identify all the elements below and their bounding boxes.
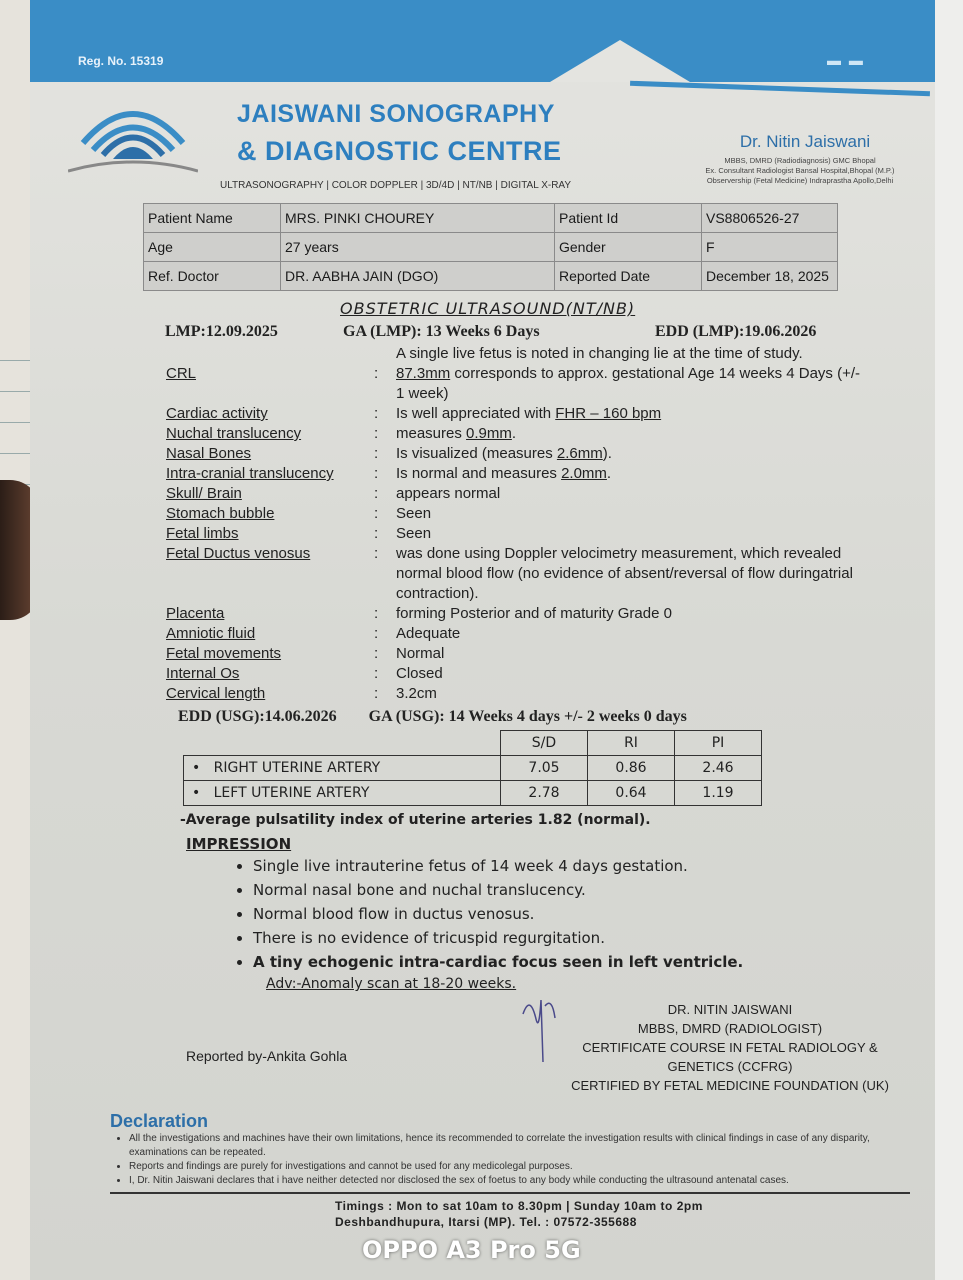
table-row [144, 204, 838, 233]
reported-by: Reported by-Ankita Gohla [186, 1048, 348, 1064]
credential-line: Ex. Consultant Radiologist Bansal Hospital,Bhopal (M.P.) [705, 166, 895, 175]
doctor-name: Dr. Nitin Jaiswani [739, 132, 871, 151]
doppler-table [183, 730, 762, 806]
declaration-item: • Reports and findings are purely for investigations and cannot be used for any medicolegal purposes. [129, 1160, 919, 1174]
colon-separator: : [374, 485, 379, 502]
finding-value [396, 464, 866, 484]
finding-text: Seen [396, 525, 432, 542]
declaration-item: • I, Dr. Nitin Jaiswani declares that i have neither detected nor disclosed the sex of foetus to any body while conducting the ultrasound antenatal cases. [129, 1174, 919, 1188]
report-body [30, 203, 935, 1264]
finding-row [166, 484, 866, 504]
colon-separator: : [374, 465, 379, 482]
colon-separator: : [374, 625, 379, 642]
header-notch [550, 40, 690, 82]
services-list: ULTRASONOGRAPHY | COLOR DOPPLER | 3D/4D | NT/NB | DIGITAL X-RAY [220, 180, 572, 191]
patient-info-table [143, 203, 838, 291]
finding-text: 3.2cm [396, 685, 437, 702]
finding-text: corresponds to approx. gestational Age 14 weeks 4 Days (+/- 1 week) [396, 365, 860, 402]
signoff-line: MBBS, DMRD (RADIOLOGIST) [637, 1021, 823, 1036]
address: Deshbandhupura, Itarsi (MP). Tel. : 07572-355688 [335, 1214, 637, 1229]
intro-row [166, 344, 866, 364]
ri-value: 0.86 [588, 756, 675, 781]
ga-usg: GA (USG): 14 Weeks 4 days +/- 2 weeks 0 days [368, 708, 687, 725]
finding-text: Seen [396, 505, 432, 522]
sonography-logo-icon [68, 95, 198, 175]
finding-row [166, 684, 866, 704]
finding-text: 2.6mm [556, 445, 603, 462]
finding-label: Amniotic fluid [166, 625, 256, 642]
finding-label: Placenta [166, 605, 225, 622]
intro-spacer [374, 344, 396, 364]
finding-row [166, 404, 866, 424]
finding-label: Fetal movements [166, 645, 282, 662]
finding-text: Adequate [396, 625, 461, 642]
finding-value [396, 684, 866, 704]
patient-id-label: Patient Id [555, 204, 702, 233]
credential-line: MBBS, DMRD (Radiodiagnosis) GMC Bhopal [724, 156, 876, 165]
advice: Adv:-Anomaly scan at 18-20 weeks. [266, 976, 517, 992]
finding-value [396, 504, 866, 524]
ref-doctor-value: DR. AABHA JAIN (DGO) [281, 262, 555, 291]
finding-value [396, 664, 866, 684]
finding-label: Cervical length [166, 685, 266, 702]
colon-separator: : [374, 405, 379, 422]
artery-label: LEFT UTERINE ARTERY [213, 785, 370, 801]
finding-text: . [511, 425, 517, 442]
edd-lmp: EDD (LMP):19.06.2026 [655, 323, 817, 340]
finding-value [396, 544, 866, 604]
dates-row [165, 320, 865, 344]
colon-separator: : [374, 645, 379, 662]
finding-text: Is normal and measures [396, 465, 562, 482]
signoff-line: DR. NITIN JAISWANI [667, 1002, 793, 1017]
finding-text: appears normal [396, 485, 501, 502]
header-band [30, 0, 935, 82]
finding-label: Intra-cranial translucency [166, 465, 334, 482]
finding-label: Nasal Bones [166, 445, 252, 462]
patient-id-value: VS8806526-27 [702, 204, 838, 233]
finding-row [166, 364, 866, 404]
impression-list [235, 854, 935, 974]
declaration-title: Declaration [110, 1111, 209, 1131]
age-value: 27 years [281, 233, 555, 262]
reported-date-value: December 18, 2025 [702, 262, 838, 291]
finding-value [396, 424, 866, 444]
finding-text: measures [396, 425, 467, 442]
registration-number: Reg. No. 15319 [78, 54, 164, 68]
finding-value [396, 444, 866, 464]
credential-line: Observership (Fetal Medicine) Indraprastha Apollo,Delhi [706, 176, 894, 185]
intro-text: A single live fetus is noted in changing lie at the time of study. [396, 345, 803, 362]
colon-separator: : [374, 445, 379, 462]
header-sd: S/D [501, 731, 588, 756]
finding-text: Closed [396, 665, 443, 682]
finding-row [166, 544, 866, 604]
finding-text: ). [602, 445, 612, 462]
finding-row [166, 664, 866, 684]
finding-text: was done using Doppler velocimetry measurement, which revealed normal blood flow (no evidence of absent/reversal of flow duringatrial contraction). [396, 545, 853, 602]
colon-separator: : [374, 365, 379, 382]
header-stripe [630, 81, 930, 96]
centre-name-line2: & DIAGNOSTIC CENTRE [237, 136, 562, 166]
ga-lmp: GA (LMP): 13 Weeks 6 Days [343, 323, 540, 340]
lmp: LMP:12.09.2025 [165, 323, 278, 340]
finding-label: Skull/ Brain [166, 485, 242, 502]
ref-doctor-label: Ref. Doctor [144, 262, 281, 291]
finding-row [166, 444, 866, 464]
findings-list [166, 344, 866, 704]
declaration-item: • All the investigations and machines have their own limitations, hence its recommended to correlate the investigation results with clinical findings in case of any disparity, examinations can be repeated. [129, 1132, 919, 1160]
header-dashes: ▬ ▬ [827, 52, 865, 68]
finding-label: Stomach bubble [166, 505, 275, 522]
patient-name-label: Patient Name [144, 204, 281, 233]
finding-label: Nuchal translucency [166, 425, 302, 442]
gender-label: Gender [555, 233, 702, 262]
artery-label: RIGHT UTERINE ARTERY [213, 760, 381, 776]
finding-text: Is well appreciated with [396, 405, 556, 422]
finding-row [166, 644, 866, 664]
impression-item: • Normal blood flow in ductus venosus. [253, 902, 935, 926]
age-label: Age [144, 233, 281, 262]
header-blank [184, 731, 501, 756]
colon-separator: : [374, 605, 379, 622]
colon-separator: : [374, 665, 379, 682]
impression-item: • There is no evidence of tricuspid regurgitation. [253, 926, 935, 950]
sd-value: 2.78 [501, 781, 588, 806]
finding-value [396, 524, 866, 544]
finding-text: FHR – 160 bpm [555, 405, 662, 422]
usg-dates [178, 706, 935, 728]
bullet: • [192, 760, 201, 776]
reported-date-label: Reported Date [555, 262, 702, 291]
finding-text: 2.0mm [561, 465, 607, 482]
finding-row [166, 464, 866, 484]
intro-spacer [166, 344, 374, 364]
edd-usg: EDD (USG):14.06.2026 [178, 708, 337, 725]
finding-label: Internal Os [166, 665, 240, 682]
table-row [184, 781, 762, 806]
impression-item: • A tiny echogenic intra-cardiac focus seen in left ventricle. [253, 950, 935, 974]
artery-name [184, 781, 501, 806]
finding-label: Fetal Ductus venosus [166, 545, 311, 562]
colon-separator: : [374, 545, 379, 562]
finding-row [166, 604, 866, 624]
signoff-line: CERTIFIED BY FETAL MEDICINE FOUNDATION (UK) [571, 1078, 889, 1093]
finding-row [166, 424, 866, 444]
finding-text: 0.9mm [466, 425, 512, 442]
impression-title: IMPRESSION [186, 835, 292, 853]
ri-value: 0.64 [588, 781, 675, 806]
patient-name-value: MRS. PINKI CHOUREY [281, 204, 555, 233]
finding-row [166, 624, 866, 644]
impression-item: • Single live intrauterine fetus of 14 week 4 days gestation. [253, 854, 935, 878]
finding-label: CRL [166, 365, 197, 382]
header-pi: PI [675, 731, 762, 756]
finding-value [396, 404, 866, 424]
signoff-line: CERTIFICATE COURSE IN FETAL RADIOLOGY & [582, 1040, 878, 1055]
findings-rows [166, 364, 866, 704]
doctor-credentials [675, 156, 925, 186]
report-sheet [30, 0, 935, 1280]
declaration-list [115, 1132, 919, 1188]
table-row [184, 756, 762, 781]
timings: Timings : Mon to sat 10am to 8.30pm | Sunday 10am to 2pm [335, 1198, 703, 1213]
finding-value [396, 364, 866, 404]
finding-row [166, 524, 866, 544]
bullet: • [192, 785, 201, 801]
camera-watermark: OPPO A3 Pro 5G [362, 1235, 581, 1264]
impression-item: • Normal nasal bone and nuchal translucency. [253, 878, 935, 902]
finding-row [166, 504, 866, 524]
pi-value: 2.46 [675, 756, 762, 781]
report-title: OBSTETRIC ULTRASOUND(NT/NB) [340, 299, 636, 318]
colon-separator: : [374, 685, 379, 702]
finding-value [396, 604, 866, 624]
table-row [144, 233, 838, 262]
finding-text: forming Posterior and of maturity Grade 0 [396, 605, 672, 622]
colon-separator: : [374, 505, 379, 522]
signoff-block [560, 1000, 900, 1095]
finding-label: Cardiac activity [166, 405, 268, 422]
finding-text: Is visualized (measures [396, 445, 557, 462]
colon-separator: : [374, 525, 379, 542]
signoff-line: GENETICS (CCFRG) [667, 1059, 793, 1074]
table-row [144, 262, 838, 291]
finding-text: Normal [396, 645, 445, 662]
average-pi-note: -Average pulsatility index of uterine arteries 1.82 (normal). [180, 812, 651, 828]
gender-value: F [702, 233, 838, 262]
finding-value [396, 644, 866, 664]
centre-name: JAISWANI SONOGRAPHY [237, 100, 555, 128]
table-header-row [184, 731, 762, 756]
footer-info [335, 1198, 935, 1230]
artery-name [184, 756, 501, 781]
signoff-area [30, 1000, 935, 1110]
header-ri: RI [588, 731, 675, 756]
background-edge [935, 0, 963, 1280]
finding-value [396, 484, 866, 504]
finding-value [396, 624, 866, 644]
divider [110, 1192, 910, 1194]
colon-separator: : [374, 425, 379, 442]
sd-value: 7.05 [501, 756, 588, 781]
finding-text: 87.3mm [396, 365, 451, 382]
finding-text: . [606, 465, 612, 482]
signature-icon [518, 994, 558, 1064]
finding-label: Fetal limbs [166, 525, 239, 542]
pi-value: 1.19 [675, 781, 762, 806]
